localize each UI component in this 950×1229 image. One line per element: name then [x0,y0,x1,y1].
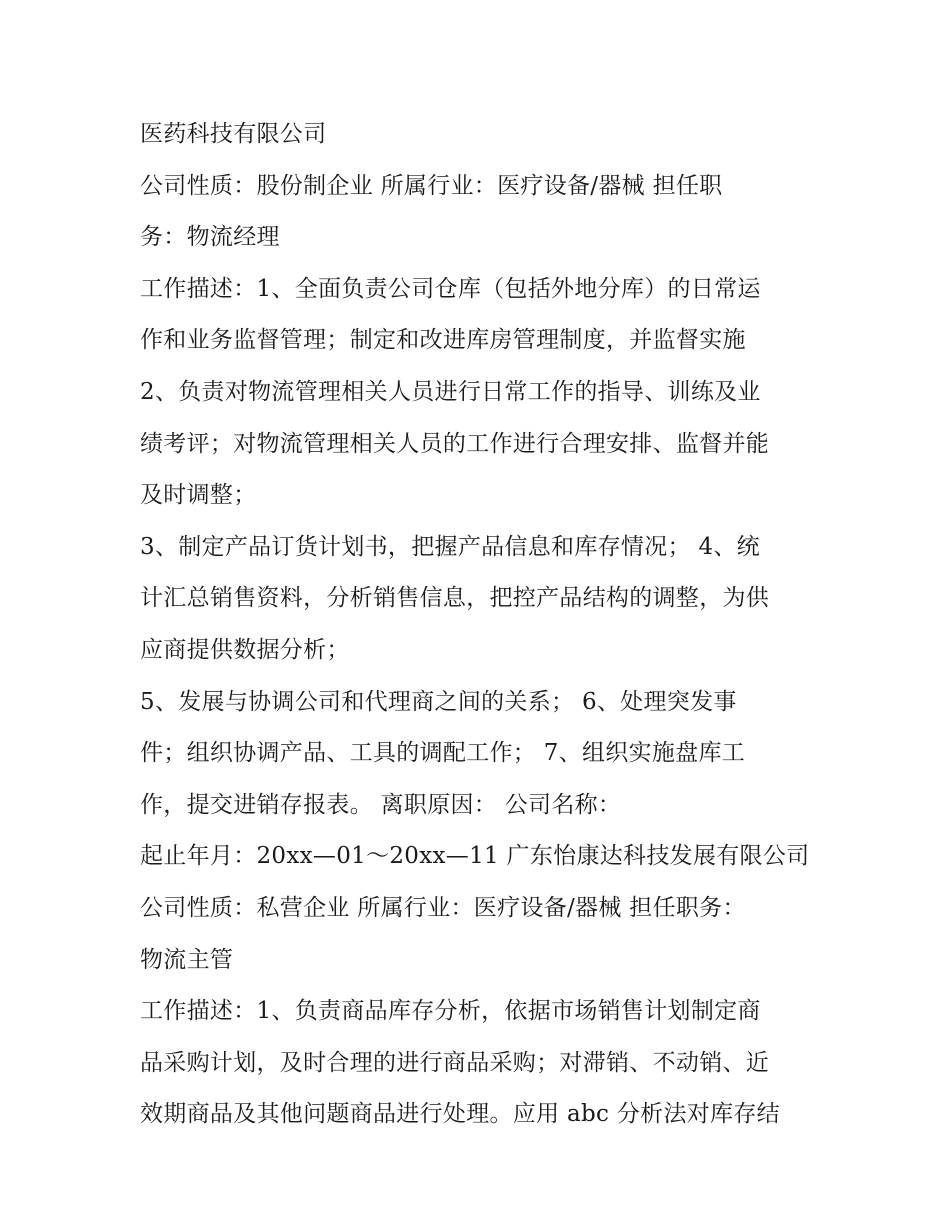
job-description-line: 计汇总销售资料，分析销售信息，把控产品结构的调整，为供 [140,585,770,612]
job-description-line: 效期商品及其他问题商品进行处理。应用 abc 分析法对库存结 [140,1101,780,1128]
job-description-line: 及时调整； [140,482,257,509]
job-description-line: 2、负责对物流管理相关人员进行日常工作的指导、训练及业 [140,378,761,405]
job-description-line: 工作描述：1、负责商品库存分析，依据市场销售计划制定商 [140,998,761,1025]
job-description-line: 件；组织协调产品、工具的调配工作； 7、组织实施盘库工 [140,740,746,767]
company-name-line: 医药科技有限公司 [140,121,327,147]
job-description-line: 作和业务监督管理；制定和改进库房管理制度，并监督实施 [140,327,746,354]
job-description-line: 绩考评；对物流管理相关人员的工作进行合理安排、监督并能 [140,430,770,457]
job-description-line: 作，提交进销存报表。 离职原因： 公司名称： [140,791,622,818]
job-description-line: 5、发展与协调公司和代理商之间的关系； 6、处理突发事 [140,688,737,715]
position-line: 物流主管 [140,946,234,973]
job-description-line: 工作描述：1、全面负责公司仓库（包括外地分库）的日常运 [140,275,761,302]
employment-period-line: 起止年月：20xx—01～20xx—11 广东怡康达科技发展有限公司 [140,843,810,870]
position-line: 务：物流经理 [140,224,280,251]
company-nature-line: 公司性质：私营企业 所属行业：医疗设备/器械 担任职务： [140,894,746,921]
job-description-line: 3、制定产品订货计划书，把握产品信息和库存情况； 4、统 [140,533,760,560]
company-nature-line: 公司性质：股份制企业 所属行业：医疗设备/器械 担任职 [140,172,723,199]
job-description-line: 应商提供数据分析； [140,636,350,663]
job-description-line: 品采购计划，及时合理的进行商品采购；对滞销、不动销、近 [140,1049,770,1076]
document-body [140,109,830,1141]
